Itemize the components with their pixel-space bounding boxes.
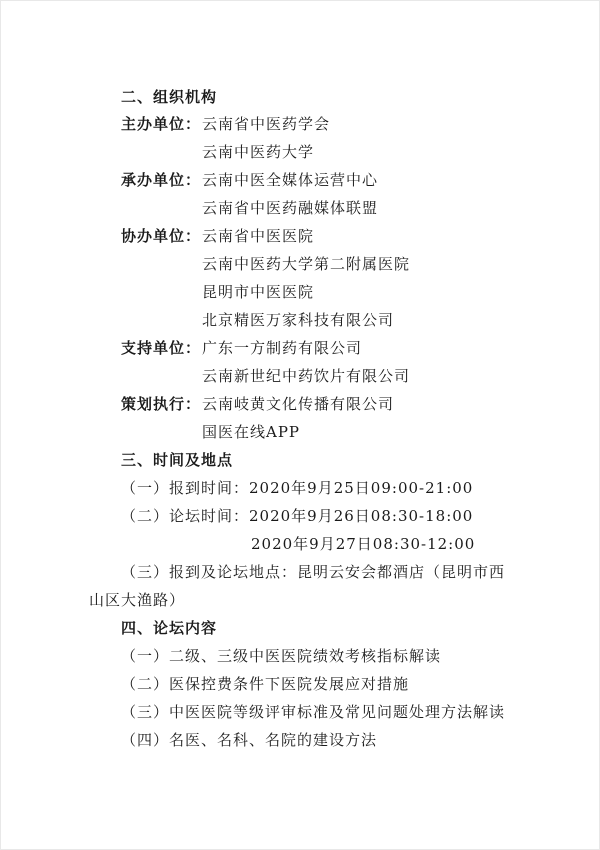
organizer-label-supporter: 支持单位： — [121, 339, 202, 357]
organizer-value: 云南中医药大学 — [202, 143, 315, 161]
list-item: （二）论坛时间：2020年9月26日08:30-18:00 — [121, 507, 474, 525]
organizer-value: 云南新世纪中药饮片有限公司 — [202, 367, 411, 385]
organizer-value: 云南中医全媒体运营中心 — [202, 171, 379, 189]
organizer-value: 云南省中医医院 — [202, 227, 315, 245]
organizer-label-host: 主办单位： — [121, 115, 202, 133]
list-item: （三）报到及论坛地点：昆明云安会都酒店（昆明市西 — [121, 563, 506, 581]
section-title-time-place: 三、时间及地点 — [121, 451, 234, 469]
list-item: （一）报到时间：2020年9月25日09:00-21:00 — [121, 479, 474, 497]
section-title-organization: 二、组织机构 — [121, 88, 218, 106]
list-item-continuation: 山区大渔路） — [89, 591, 186, 609]
organizer-value: 广东一方制药有限公司 — [202, 339, 363, 357]
list-item: 2020年9月27日08:30-12:00 — [251, 535, 476, 553]
section-title-forum-content: 四、论坛内容 — [121, 619, 218, 637]
organizer-label-co-organizer: 协办单位： — [121, 227, 202, 245]
organizer-value: 国医在线APP — [202, 423, 301, 441]
organizer-value: 北京精医万家科技有限公司 — [202, 311, 395, 329]
list-item: （三）中医医院等级评审标准及常见问题处理方法解读 — [121, 703, 506, 721]
organizer-value: 云南中医药大学第二附属医院 — [202, 255, 411, 273]
organizer-label-planner: 策划执行： — [121, 395, 202, 413]
organizer-value: 昆明市中医医院 — [202, 283, 315, 301]
organizer-value: 云南岐黄文化传播有限公司 — [202, 395, 395, 413]
list-item: （四）名医、名科、名院的建设方法 — [121, 731, 378, 749]
organizer-value: 云南省中医药学会 — [202, 115, 331, 133]
organizer-value: 云南省中医药融媒体联盟 — [202, 199, 379, 217]
organizer-label-undertaker: 承办单位： — [121, 171, 202, 189]
list-item: （一）二级、三级中医医院绩效考核指标解读 — [121, 647, 442, 665]
list-item: （二）医保控费条件下医院发展应对措施 — [121, 675, 410, 693]
